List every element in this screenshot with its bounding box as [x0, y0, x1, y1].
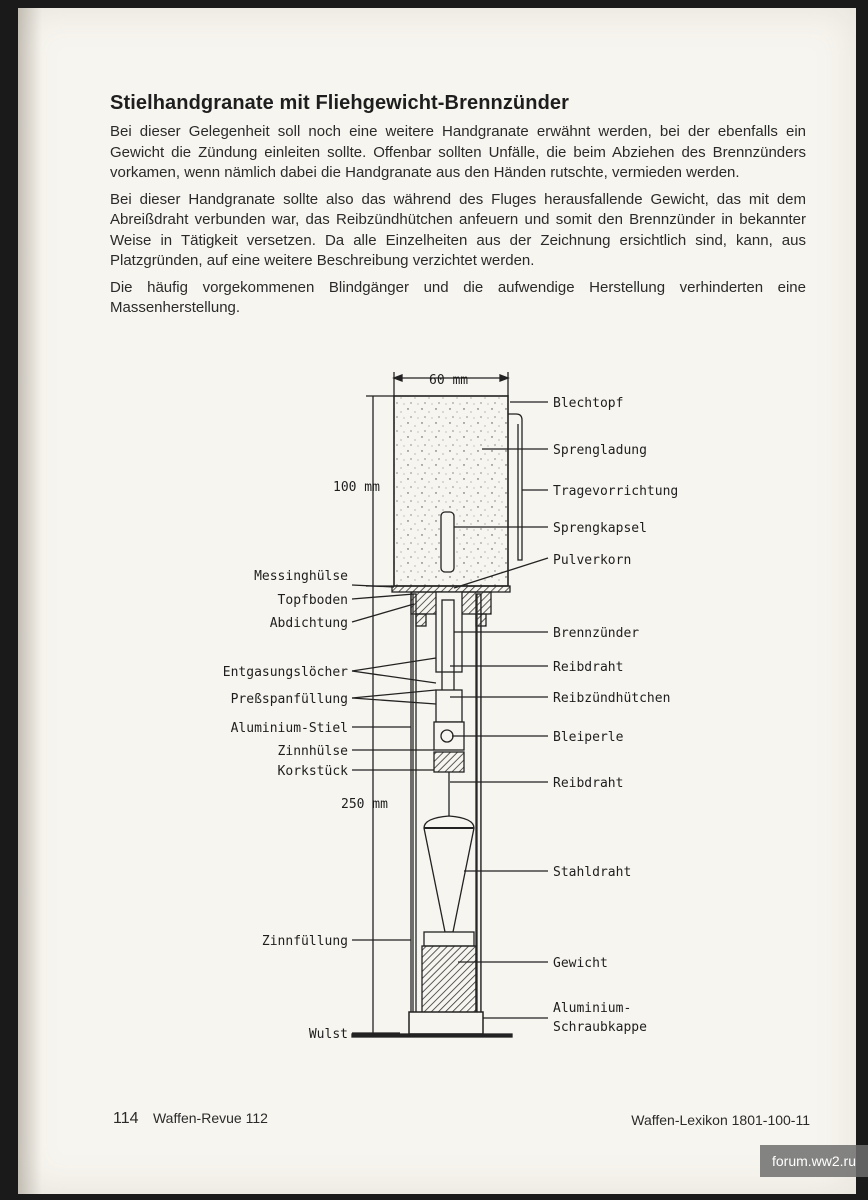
steel-wire-cone: [424, 816, 474, 932]
footer-reference: Waffen-Lexikon 1801-100-11: [631, 1112, 810, 1128]
magazine-issue: Waffen-Revue 112: [152, 1110, 268, 1126]
label-bleiperle: Bleiperle: [553, 730, 624, 745]
section-heading: Stielhandgranate mit Fliehgewicht-Brennzünder: [110, 92, 569, 114]
paragraph: Bei dieser Gelegenheit soll noch eine weitere Handgranate erwähnt werden, bei der ebenfalls ein Gewicht die Zündung einleiten sollte. Offenbar sollten Unfälle, die beim Abziehen des Brennzünders vorkamen, wenn nämlich dabei die Handgranate aus den Händen rutschte, vermieden werden.: [110, 123, 806, 181]
label-tragevorrichtung: Tragevorrichtung: [553, 484, 679, 499]
label-reibdraht-lower: Reibdraht: [553, 776, 624, 791]
cork-piece: [434, 752, 464, 772]
label-pulverkorn: Pulverkorn: [553, 553, 632, 568]
dim-head-height: 100 mm: [333, 480, 380, 495]
weight-top: [424, 932, 474, 946]
handle-wall-right: [476, 594, 481, 1028]
carrying-loop: [508, 414, 522, 560]
label-topfboden: Topfboden: [277, 593, 348, 608]
label-wulst: Wulst: [308, 1027, 348, 1042]
label-gewicht: Gewicht: [553, 956, 608, 971]
detonator-cap: [441, 512, 454, 572]
label-messinghuelse: Messinghülse: [254, 569, 348, 584]
label-blechtopf: Blechtopf: [553, 396, 624, 411]
handle-wall-left: [411, 594, 416, 1028]
paragraph: Bei dieser Handgranate sollte also das während des Fluges herausfallende Gewicht, das mit dem Abreißdraht verbunden war, das Reibzündhütchen anfeuern und somit den Brennzünder in bekannter Weise in Tätigkeit versetzen. Da alle Einzelheiten aus der Zeichnung ersichtlich sind, kann, aus Platzgründen, auf eine weitere Beschreibung verzichtet werden.: [110, 190, 806, 269]
dim-handle-length: 250 mm: [341, 797, 388, 812]
label-brennzuender: Brennzünder: [553, 626, 640, 641]
label-stahldraht: Stahldraht: [553, 865, 632, 880]
watermark: forum.ww2.ru: [760, 1145, 868, 1177]
dim-width: 60 mm: [429, 373, 469, 388]
label-sprengkapsel: Sprengkapsel: [553, 521, 647, 536]
page-number: 114: [113, 1110, 139, 1127]
label-pressspanfuellung: Preßspanfüllung: [230, 692, 348, 707]
paragraph: Die häufig vorgekommenen Blindgänger und die aufwendige Herstellung verhinderten eine Massenherstellung.: [110, 278, 806, 316]
label-zinnfuellung: Zinnfüllung: [261, 934, 348, 949]
screw-cap: [409, 1012, 483, 1034]
label-reibdraht-upper: Reibdraht: [553, 660, 624, 675]
bottom-plate: [392, 586, 510, 592]
label-reibzuendhuetchen: Reibzündhütchen: [553, 691, 671, 706]
label-schraubkappe-line1: Aluminium-: [553, 1001, 632, 1016]
label-korkstueck: Korkstück: [277, 764, 348, 779]
label-schraubkappe-line2: Schraubkappe: [553, 1020, 647, 1035]
label-aluminium-stiel: Aluminium-Stiel: [230, 721, 348, 736]
lead-ball: [441, 730, 453, 742]
label-entgasungsloecher: Entgasungslöcher: [222, 665, 348, 680]
label-sprengladung: Sprengladung: [553, 443, 647, 458]
label-abdichtung: Abdichtung: [269, 616, 348, 631]
label-zinnhuelse: Zinnhülse: [277, 744, 348, 759]
